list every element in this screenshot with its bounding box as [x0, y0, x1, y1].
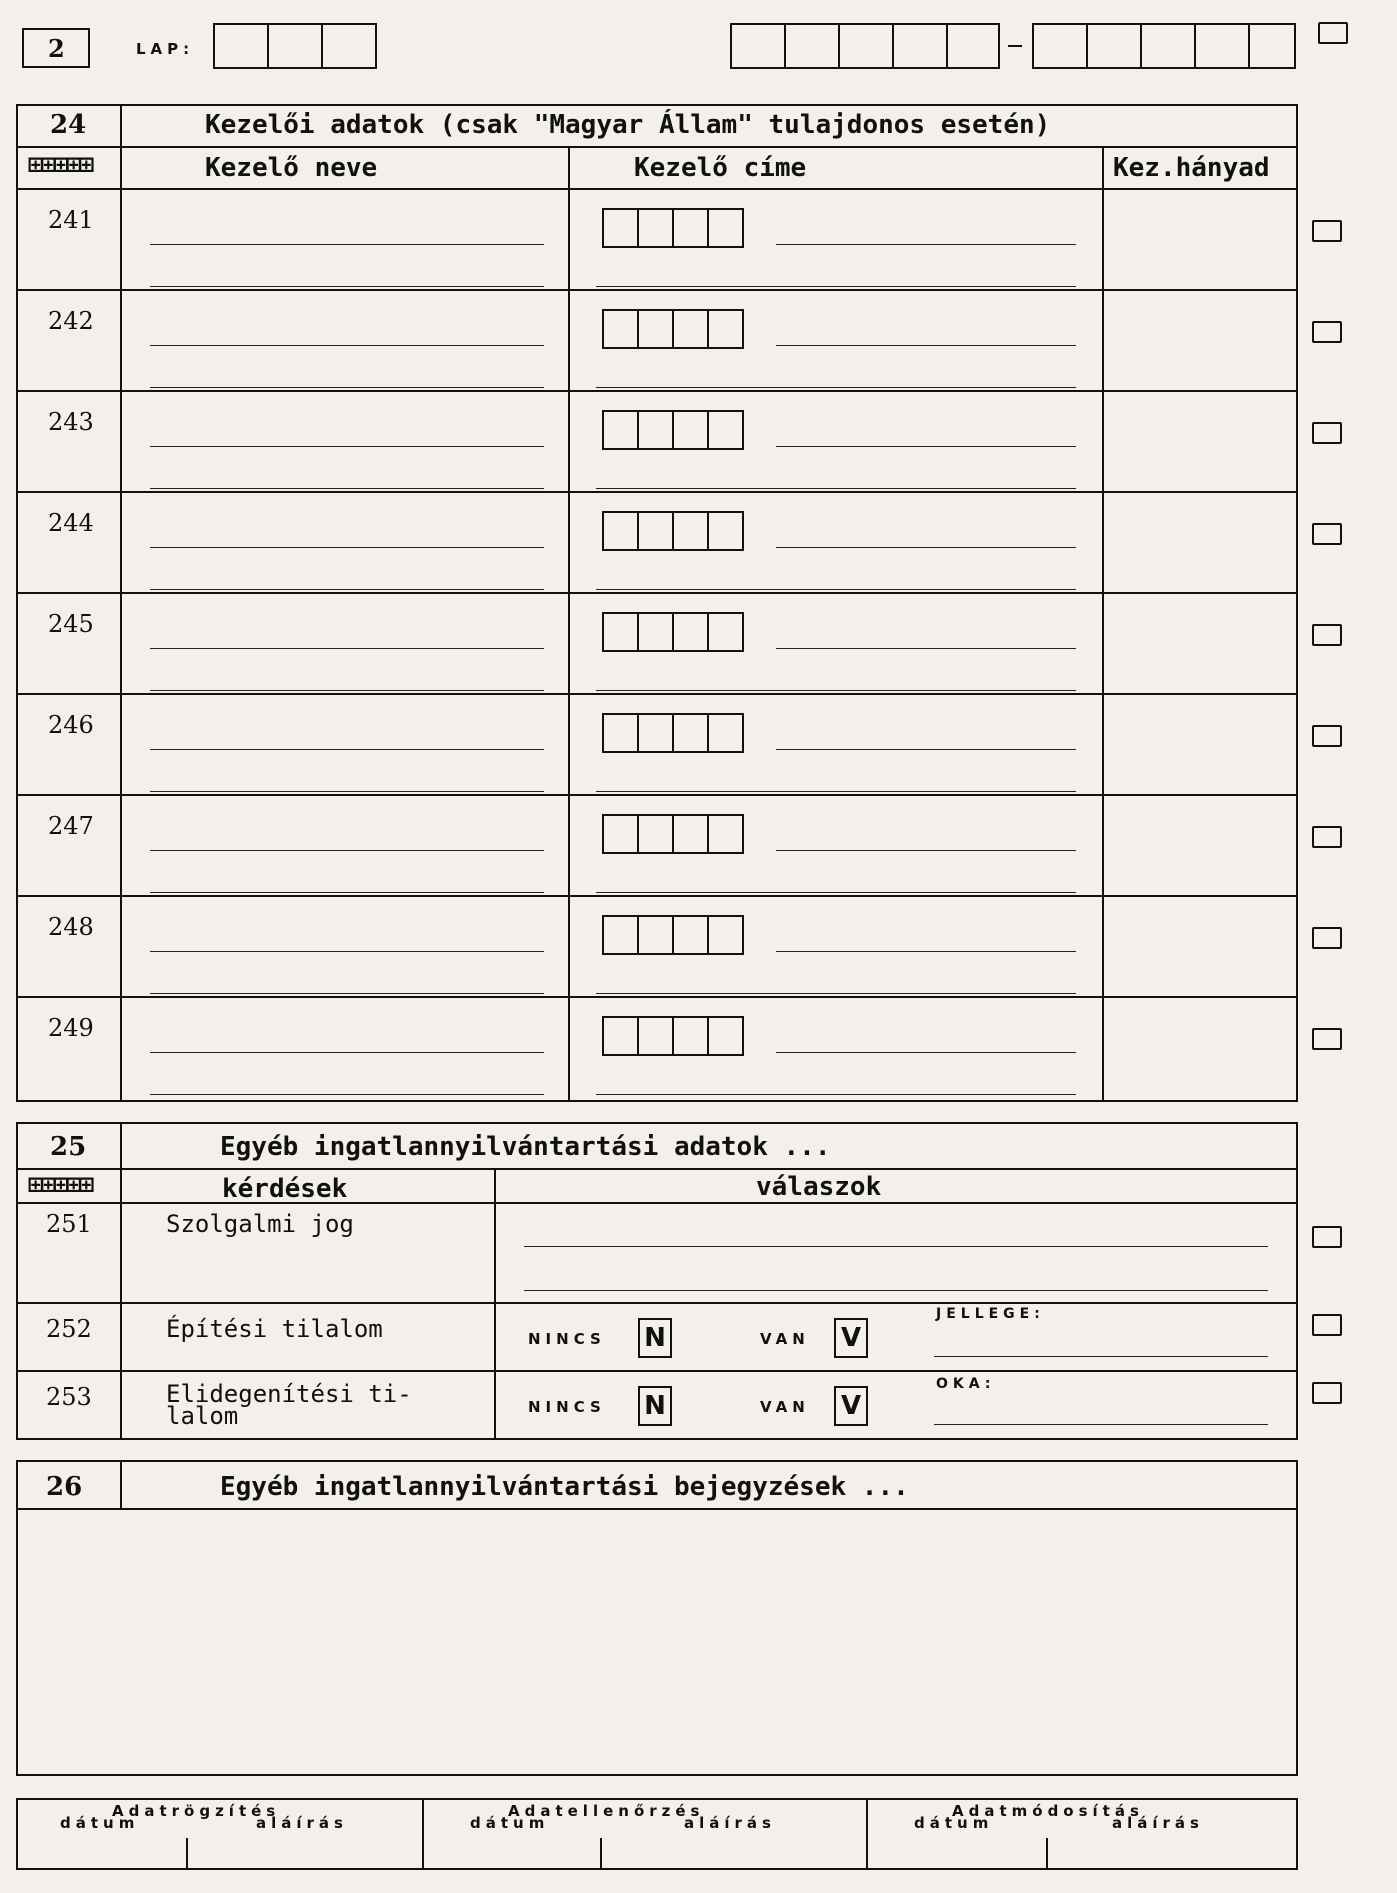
postal-code-cell[interactable]: [672, 814, 709, 854]
col-kerdesek: kérdések: [222, 1174, 348, 1204]
s25-row252-bottom: [16, 1370, 1298, 1372]
row-number: 245: [48, 610, 94, 638]
row-number: 246: [48, 711, 94, 739]
kezelo-city-line[interactable]: [776, 446, 1076, 447]
postal-code-cell[interactable]: [707, 208, 744, 248]
kezelo-address-line[interactable]: [596, 589, 1076, 590]
postal-code-cell[interactable]: [602, 713, 639, 753]
kezelo-name-line-1[interactable]: [150, 749, 544, 750]
row-251-answer-line-1[interactable]: [524, 1246, 1268, 1247]
footer-adatrogzites-sign: aláírás: [256, 1814, 348, 1832]
section-24-title: Kezelői adatok (csak "Magyar Állam" tulajdonos esetén): [205, 110, 1051, 140]
row-divider: [16, 996, 1298, 998]
postal-code-cell[interactable]: [707, 1016, 744, 1056]
row-side-checkbox[interactable]: [1312, 624, 1342, 646]
section-25-number: 25: [50, 1132, 87, 1162]
postal-code-cell[interactable]: [637, 410, 674, 450]
kezelo-name-line-1[interactable]: [150, 446, 544, 447]
col-kezelo-cime: Kezelő címe: [634, 153, 807, 183]
section-25-title: Egyéb ingatlannyilvántartási adatok ...: [220, 1132, 831, 1162]
kezelo-name-line-2[interactable]: [150, 791, 544, 792]
kezelo-name-line-1[interactable]: [150, 850, 544, 851]
postal-code-cell[interactable]: [707, 410, 744, 450]
kezelo-city-line[interactable]: [776, 244, 1076, 245]
row-252-n-box[interactable]: N: [638, 1318, 672, 1358]
row-divider: [16, 289, 1298, 291]
s24-title-bottom: [16, 146, 1298, 148]
footer-adatmodositas-title: Adatmódosítás: [952, 1802, 1144, 1820]
postal-code-cell[interactable]: [707, 713, 744, 753]
postal-code-cell[interactable]: [602, 814, 639, 854]
col-kez-hanyad: Kez.hányad: [1113, 153, 1270, 183]
row-252-van-label: VAN: [760, 1330, 810, 1348]
row-251-side-checkbox[interactable]: [1312, 1226, 1342, 1248]
row-253-label-line2: lalom: [166, 1402, 239, 1430]
kezelo-address-line[interactable]: [596, 791, 1076, 792]
kezelo-name-line-2[interactable]: [150, 690, 544, 691]
row-number: 244: [48, 509, 94, 537]
postal-code-cell[interactable]: [637, 915, 674, 955]
row-252-jellege-line[interactable]: [934, 1356, 1268, 1357]
kezelo-name-line-2[interactable]: [150, 589, 544, 590]
kezelo-name-line-2[interactable]: [150, 387, 544, 388]
kezelo-name-line-2[interactable]: [150, 892, 544, 893]
footer-adatrogzites-date: dátum: [60, 1814, 140, 1832]
row-divider: [16, 390, 1298, 392]
footer-adatmodositas-sign: aláírás: [1112, 1814, 1204, 1832]
postal-code-cell[interactable]: [707, 612, 744, 652]
postal-code-cell[interactable]: [637, 309, 674, 349]
kezelo-address-line[interactable]: [596, 286, 1076, 287]
row-divider: [16, 491, 1298, 493]
postal-code-cell[interactable]: [637, 208, 674, 248]
footer-adatellenorzes-title: Adatellenőrzés: [508, 1802, 705, 1820]
col-valaszok: válaszok: [756, 1172, 882, 1202]
row-253-oka-line[interactable]: [934, 1424, 1268, 1425]
row-253-nincs-label: NINCS: [528, 1398, 606, 1416]
kezelo-address-line[interactable]: [596, 993, 1076, 994]
section-26-entry-area[interactable]: [18, 1510, 1296, 1774]
row-253-label-line1: Elidegenítési ti-: [166, 1380, 412, 1408]
kezelo-city-line[interactable]: [776, 345, 1076, 346]
postal-code-cell[interactable]: [672, 410, 709, 450]
row-252-label: Építési tilalom: [166, 1315, 383, 1343]
kezelo-address-line[interactable]: [596, 1094, 1076, 1095]
kezelo-city-line[interactable]: [776, 547, 1076, 548]
row-divider: [16, 794, 1298, 796]
kezelo-name-line-2[interactable]: [150, 488, 544, 489]
postal-code-cell[interactable]: [602, 208, 639, 248]
s25-col-divider-answers: [494, 1168, 496, 1440]
page-number-box: [22, 28, 90, 68]
row-number: 243: [48, 408, 94, 436]
postal-code-cell[interactable]: [637, 511, 674, 551]
row-252-nincs-label: NINCS: [528, 1330, 606, 1348]
postal-code-cell[interactable]: [602, 612, 639, 652]
kezelo-name-line-2[interactable]: [150, 993, 544, 994]
row-number: 242: [48, 307, 94, 335]
postal-code-cell[interactable]: [602, 915, 639, 955]
kezelo-name-line-1[interactable]: [150, 648, 544, 649]
postal-code-cell[interactable]: [602, 511, 639, 551]
s24-col-divider-num: [120, 104, 122, 1102]
kezelo-name-line-1[interactable]: [150, 547, 544, 548]
row-divider: [16, 693, 1298, 695]
kezelo-city-line[interactable]: [776, 749, 1076, 750]
postal-code-cell[interactable]: [707, 915, 744, 955]
row-252-v-box[interactable]: V: [834, 1318, 868, 1358]
col-kezelo-neve: Kezelő neve: [205, 153, 378, 183]
footer-adatrogzites-title: Adatrögzítés: [112, 1802, 281, 1820]
row-252-side-checkbox[interactable]: [1312, 1314, 1342, 1336]
row-side-checkbox[interactable]: [1312, 1028, 1342, 1050]
grid-icon: ⊞⊞⊞⊞⊞: [28, 1170, 92, 1200]
kezelo-city-line[interactable]: [776, 1052, 1076, 1053]
footer-adatellenorzes-sign: aláírás: [684, 1814, 776, 1832]
row-251-number: 251: [46, 1210, 92, 1238]
postal-code-cell[interactable]: [602, 410, 639, 450]
row-side-checkbox[interactable]: [1312, 321, 1342, 343]
grid-icon: ⊞⊞⊞⊞⊞: [28, 150, 92, 180]
postal-code-cell[interactable]: [637, 1016, 674, 1056]
postal-code-cell[interactable]: [672, 612, 709, 652]
row-divider: [16, 895, 1298, 897]
row-side-checkbox[interactable]: [1312, 927, 1342, 949]
footer-adatmodositas-date: dátum: [914, 1814, 994, 1832]
section-24-number: 24: [50, 110, 87, 140]
s25-title-bottom: [16, 1168, 1298, 1170]
row-252-number: 252: [46, 1315, 92, 1343]
row-side-checkbox[interactable]: [1312, 523, 1342, 545]
row-side-checkbox[interactable]: [1312, 725, 1342, 747]
kezelo-address-line[interactable]: [596, 892, 1076, 893]
top-side-checkbox[interactable]: [1318, 22, 1348, 44]
kezelo-city-line[interactable]: [776, 648, 1076, 649]
s25-row251-bottom: [16, 1302, 1298, 1304]
row-number: 241: [48, 206, 94, 234]
row-253-n-box[interactable]: N: [638, 1386, 672, 1426]
postal-code-cell[interactable]: [602, 1016, 639, 1056]
postal-code-cell[interactable]: [672, 208, 709, 248]
postal-code-cell[interactable]: [672, 511, 709, 551]
row-number: 249: [48, 1014, 94, 1042]
row-side-checkbox[interactable]: [1312, 422, 1342, 444]
row-253-oka-label: OKA:: [936, 1376, 996, 1392]
footer-divider-1: [422, 1798, 424, 1870]
row-side-checkbox[interactable]: [1312, 826, 1342, 848]
kezelo-address-line[interactable]: [596, 488, 1076, 489]
s26-col-divider-num: [120, 1460, 122, 1508]
row-253-v-box[interactable]: V: [834, 1386, 868, 1426]
row-number: 247: [48, 812, 94, 840]
kezelo-address-line[interactable]: [596, 690, 1076, 691]
postal-code-cell[interactable]: [602, 309, 639, 349]
lap-label: LAP:: [136, 40, 195, 58]
footer-divider-2: [866, 1798, 868, 1870]
kezelo-name-line-2[interactable]: [150, 1094, 544, 1095]
row-252-jellege-label: JELLEGE:: [936, 1306, 1045, 1322]
row-253-van-label: VAN: [760, 1398, 810, 1416]
postal-code-cell[interactable]: [637, 814, 674, 854]
row-251-answer-line-2[interactable]: [524, 1290, 1268, 1291]
postal-code-cell[interactable]: [672, 309, 709, 349]
page-number: 2: [48, 34, 65, 63]
row-divider: [16, 592, 1298, 594]
kezelo-name-line-1[interactable]: [150, 345, 544, 346]
footer-adatellenorzes-date: dátum: [470, 1814, 550, 1832]
postal-code-cell[interactable]: [672, 1016, 709, 1056]
postal-code-cell[interactable]: [637, 713, 674, 753]
postal-code-cell[interactable]: [672, 713, 709, 753]
postal-code-cell[interactable]: [707, 814, 744, 854]
kezelo-name-line-1[interactable]: [150, 951, 544, 952]
kezelo-city-line[interactable]: [776, 951, 1076, 952]
kezelo-address-line[interactable]: [596, 387, 1076, 388]
row-side-checkbox[interactable]: [1312, 220, 1342, 242]
row-251-label: Szolgalmi jog: [166, 1210, 354, 1238]
s24-header-bottom: [16, 188, 1298, 190]
postal-code-cell[interactable]: [707, 511, 744, 551]
section-26-number: 26: [46, 1472, 83, 1502]
s25-header-bottom: [16, 1202, 1298, 1204]
parcel-id-dash: [1008, 45, 1022, 47]
row-253-side-checkbox[interactable]: [1312, 1382, 1342, 1404]
section-26-title: Egyéb ingatlannyilvántartási bejegyzések ...: [220, 1472, 909, 1502]
row-number: 248: [48, 913, 94, 941]
postal-code-cell[interactable]: [637, 612, 674, 652]
postal-code-cell[interactable]: [707, 309, 744, 349]
kezelo-name-line-2[interactable]: [150, 286, 544, 287]
postal-code-cell[interactable]: [672, 915, 709, 955]
kezelo-name-line-1[interactable]: [150, 244, 544, 245]
kezelo-name-line-1[interactable]: [150, 1052, 544, 1053]
kezelo-city-line[interactable]: [776, 850, 1076, 851]
row-253-number: 253: [46, 1383, 92, 1411]
